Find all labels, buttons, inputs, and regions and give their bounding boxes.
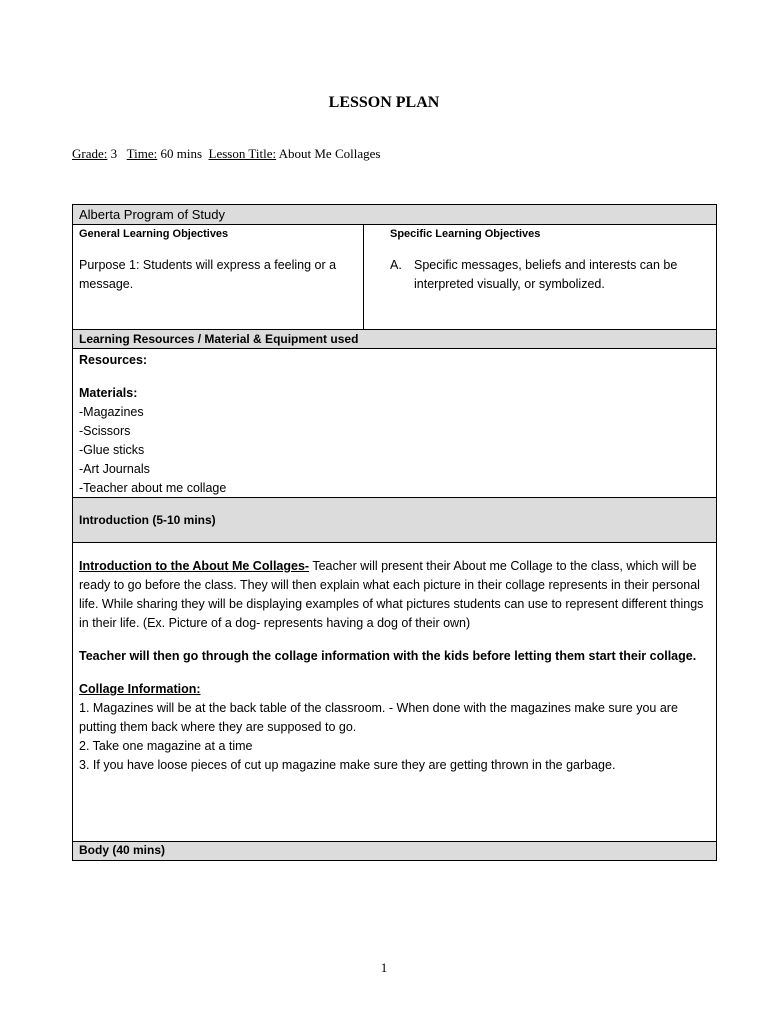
objectives-row <box>73 225 716 330</box>
introduction-paragraph <box>79 557 710 633</box>
program-of-study-heading: Alberta Program of Study <box>73 205 716 225</box>
collage-info-item: 1. Magazines will be at the back table of the classroom. - When done with the magazines make sure you are putting them back where they are supposed to go. <box>79 701 678 734</box>
general-objectives-cell <box>73 225 364 329</box>
introduction-bold-note: Teacher will then go through the collage information with the kids before letting them start their collage. <box>79 649 697 663</box>
page-number: 1 <box>380 960 388 975</box>
time-label: Time: <box>126 146 158 161</box>
specific-objective-marker: A. <box>390 258 402 272</box>
time-value: 60 mins <box>160 146 203 161</box>
lesson-title-value: About Me Collages <box>278 146 381 161</box>
resources-heading: Learning Resources / Material & Equipment used <box>73 330 716 349</box>
grade-value: 3 <box>110 146 118 161</box>
collage-info-item: 3. If you have loose pieces of cut up magazine make sure they are getting thrown in the garbage. <box>79 758 616 772</box>
materials-item: -Art Journals <box>79 462 150 476</box>
resources-label: Resources: <box>79 353 148 367</box>
general-objectives-heading: General Learning Objectives <box>79 228 229 240</box>
introduction-lead: Introduction to the About Me Collages- <box>79 559 310 573</box>
specific-objectives-cell <box>364 225 716 329</box>
page-title: LESSON PLAN <box>328 94 440 111</box>
body-heading: Body (40 mins) <box>73 842 716 860</box>
grade-label: Grade: <box>72 146 108 161</box>
resources-cell <box>73 349 716 498</box>
introduction-heading: Introduction (5-10 mins) <box>73 498 716 543</box>
materials-item: -Magazines <box>79 405 144 419</box>
specific-objectives-heading: Specific Learning Objectives <box>390 228 541 240</box>
collage-info-heading: Collage Information: <box>79 682 201 696</box>
collage-info-item: 2. Take one magazine at a time <box>79 739 253 753</box>
lesson-title-label: Lesson Title: <box>208 146 277 161</box>
materials-item: -Teacher about me collage <box>79 481 227 495</box>
introduction-text: Teacher will present their About me Collage to the class, which will be ready to go before the class. They will then explain what each picture in their collage represents in their personal life. While sharing they will be displaying examples of what pictures students can use to represent different things in their life. (Ex. Picture of a dog- represents having a dog of their own) <box>79 559 704 630</box>
materials-item: -Glue sticks <box>79 443 145 457</box>
specific-objective-item <box>390 256 706 294</box>
lesson-meta <box>72 146 380 162</box>
general-objective-text: Purpose 1: Students will express a feeling or a message. <box>79 258 337 291</box>
lesson-plan-table <box>72 204 717 861</box>
specific-objective-text: Specific messages, beliefs and interests can be interpreted visually, or symbolized. <box>414 258 678 291</box>
introduction-cell <box>73 543 716 842</box>
materials-item: -Scissors <box>79 424 131 438</box>
materials-label: Materials: <box>79 386 138 400</box>
